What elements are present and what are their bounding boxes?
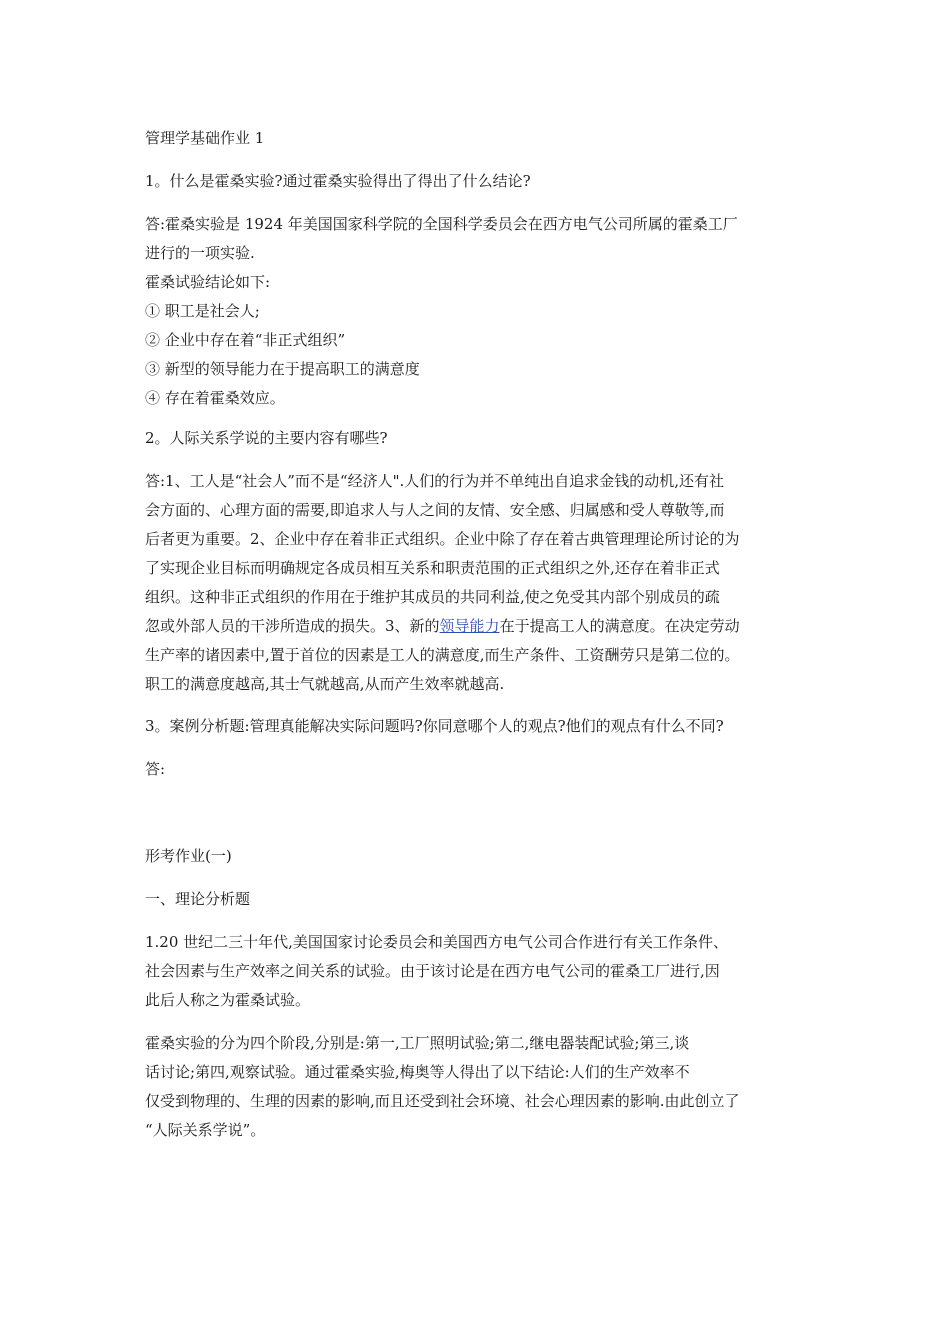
question-1: 1。什么是霍桑实验?通过霍桑实验得出了得出了什么结论? [145,172,531,190]
paragraph-line: 话讨论;第四,观察试验。通过霍桑实验,梅奥等人得出了以下结论:人们的生产效率不 [145,1063,690,1081]
answer-2-line: 会方面的、心理方面的需要,即追求人与人之间的友情、安全感、归属感和受人尊敬等,而 [145,501,725,519]
paragraph-line: 此后人称之为霍桑试验。 [145,991,311,1009]
answer-3: 答: [145,760,166,778]
section-2-paragraph-2 [145,1029,815,1145]
question-2: 2。人际关系学说的主要内容有哪些? [145,429,388,447]
paragraph-line: 仅受到物理的、生理的因素的影响,而且还受到社会环境、社会心理因素的影响.由此创立了 [145,1092,740,1110]
answer-2-line: 了实现企业目标而明确规定各成员相互关系和职责范围的正式组织之外,还存在着非正式 [145,559,720,577]
answer-2-line: 组织。这种非正式组织的作用在于维护其成员的共同利益,使之免受其内部个别成员的疏 [145,588,720,606]
answer-2 [145,467,815,699]
conclusion-item: ② 企业中存在着“非正式组织” [145,331,346,349]
answer-1-line: 进行的一项实验. [145,244,255,262]
section-2-heading: 一、理论分析题 [145,890,251,908]
conclusion-item: ① 职工是社会人; [145,302,260,320]
answer-2-line: 答:1、工人是“社会人”而不是“经济人".人们的行为并不单纯出自追求金钱的动机,还有社 [145,472,725,490]
document-title: 管理学基础作业 1 [145,129,265,147]
section-2-paragraph-1 [145,928,815,1015]
answer-2-line: 后者更为重要。2、企业中存在着非正式组织。企业中除了存在着古典管理理论所讨论的为 [145,530,740,548]
conclusion-item: ④ 存在着霍桑效应。 [145,389,285,407]
question-3: 3。案例分析题:管理真能解决实际问题吗?你同意哪个人的观点?他们的观点有什么不同? [145,717,724,735]
answer-1-line: 答:霍桑实验是 1924 年美国国家科学院的全国科学委员会在西方电气公司所属的霍桑工厂 [145,215,738,233]
paragraph-line: “人际关系学说”。 [145,1121,266,1139]
answer-1 [145,210,815,413]
leadership-link[interactable]: 领导能力 [439,617,500,635]
section-2-title: 形考作业(一) [145,847,232,865]
paragraph-line: 霍桑实验的分为四个阶段,分别是:第一,工厂照明试验;第二,继电器装配试验;第三,谈 [145,1034,690,1052]
answer-2-line: 忽或外部人员的干涉所造成的损失。3、新的领导能力在于提高工人的满意度。在决定劳动 [145,617,740,635]
paragraph-line: 1.20 世纪二三十年代,美国国家讨论委员会和美国西方电气公司合作进行有关工作条件、 [145,933,728,951]
answer-2-line: 生产率的诸因素中,置于首位的因素是工人的满意度,而生产条件、工资酬劳只是第二位的。 [145,646,740,664]
conclusion-item: ③ 新型的领导能力在于提高职工的满意度 [145,360,420,378]
answer-2-line: 职工的满意度越高,其士气就越高,从而产生效率就越高. [145,675,505,693]
answer-1-line: 霍桑试验结论如下: [145,273,271,291]
paragraph-line: 社会因素与生产效率之间关系的试验。由于该讨论是在西方电气公司的霍桑工厂进行,因 [145,962,720,980]
